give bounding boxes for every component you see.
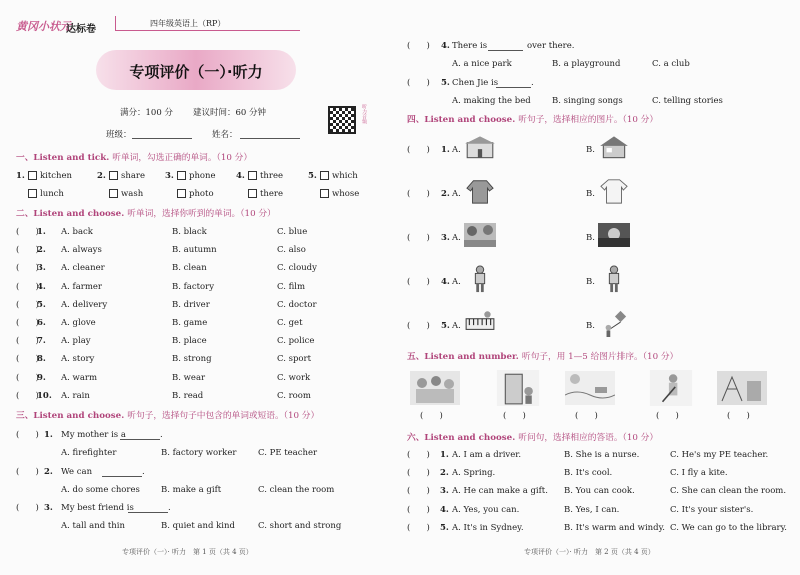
option-b: B. place (172, 336, 207, 347)
answer-bracket[interactable]: ( ) (16, 336, 39, 347)
item-number: 3. (440, 486, 449, 497)
tick-box[interactable] (109, 171, 118, 180)
option-c: C. telling stories (652, 95, 723, 106)
option-a: A. always (61, 245, 102, 256)
blank (496, 78, 531, 88)
answer-bracket[interactable]: ( ) (407, 321, 430, 331)
numbering-picture (717, 370, 767, 406)
item-number: 3. (165, 171, 174, 181)
word-option: there (260, 189, 284, 199)
answer-bracket[interactable]: ( ) (16, 466, 39, 477)
answer-bracket[interactable]: ( ) (407, 486, 430, 497)
item-number: 5. (441, 77, 450, 88)
question-text: There is (452, 41, 488, 51)
option-b: B. driver (172, 299, 210, 310)
question-text: My mother is a (61, 430, 126, 440)
answer-bracket[interactable]: ( ) (16, 390, 39, 401)
answer-bracket[interactable]: ( ) (407, 233, 430, 243)
part5-heading: 五、Listen and number. 听句子，用 1—5 给图片排序。（10 分） (407, 352, 679, 362)
item-number: 10. (37, 390, 52, 401)
option-b: B. clean (172, 263, 207, 274)
number-bracket[interactable]: ( ) (656, 411, 679, 421)
option-a: A. Yes, you can. (452, 504, 520, 515)
option-b-picture (598, 221, 630, 249)
answer-bracket[interactable]: ( ) (407, 277, 430, 287)
tick-box[interactable] (320, 171, 329, 180)
item-number: 2. (440, 468, 449, 479)
option-b-picture (598, 177, 630, 205)
option-c: C. It's your sister's. (670, 504, 754, 515)
option-c: C. short and strong (258, 521, 342, 531)
part3-heading: 三、Listen and choose. 听句子，选择句子中包含的单词或短语。（10 分） (16, 411, 320, 421)
word-option: photo (189, 189, 214, 199)
period: . (160, 430, 163, 440)
item-number: 1. (16, 171, 25, 181)
option-b-label: B. (586, 189, 595, 199)
answer-bracket[interactable]: ( ) (407, 145, 430, 155)
option-b: B. It's warm and windy. (564, 522, 665, 533)
answer-bracket[interactable]: ( ) (16, 372, 39, 383)
answer-bracket[interactable]: ( ) (16, 318, 39, 328)
answer-bracket[interactable]: ( ) (16, 503, 39, 513)
option-a: A. play (61, 336, 91, 347)
blank (488, 41, 523, 51)
option-a: A. warm (61, 372, 98, 383)
answer-bracket[interactable]: ( ) (407, 450, 430, 460)
option-a-picture (464, 133, 496, 161)
tick-box[interactable] (28, 189, 37, 198)
name-label: 姓名： (212, 130, 238, 140)
answer-bracket[interactable]: ( ) (407, 522, 430, 533)
item-number: 6. (37, 318, 46, 328)
item-number: 8. (37, 354, 46, 365)
option-b-label: B. (586, 321, 595, 331)
option-c: C. get (277, 318, 303, 328)
item-number: 2. (441, 189, 450, 199)
item-number: 5. (308, 171, 317, 181)
part6-heading: 六、Listen and choose. 听问句，选择相应的答语。（10 分） (407, 433, 659, 443)
option-c: C. police (277, 336, 315, 347)
option-c: C. He's my PE teacher. (670, 450, 769, 460)
option-a: A. Spring. (452, 468, 496, 479)
option-c: C. cloudy (277, 263, 317, 274)
item-number: 4. (37, 281, 46, 292)
qr-code (328, 106, 356, 134)
name-field[interactable] (240, 128, 300, 139)
question-text: over there. (527, 41, 575, 51)
option-b: B. wear (172, 372, 206, 383)
option-c: C. We can go to the library. (670, 522, 787, 533)
option-a-picture (464, 309, 496, 337)
item-number: 9. (37, 372, 46, 383)
option-a: A. back (61, 227, 93, 237)
option-b: B. She is a nurse. (564, 450, 640, 460)
answer-bracket[interactable]: ( ) (16, 354, 39, 365)
answer-bracket[interactable]: ( ) (407, 468, 430, 479)
word-option: phone (189, 171, 216, 181)
option-b: B. factory (172, 281, 215, 292)
tick-box[interactable] (109, 189, 118, 198)
option-b: B. a playground (552, 59, 621, 69)
item-number: 3. (44, 503, 53, 513)
class-label: 班级： (106, 130, 132, 140)
blank (120, 430, 160, 440)
option-b-picture (598, 265, 630, 293)
word-option: share (121, 171, 145, 181)
word-option: three (260, 171, 284, 181)
numbering-picture (410, 370, 460, 406)
word-option: kitchen (40, 171, 73, 181)
option-b-picture (598, 309, 630, 337)
item-number: 5. (440, 522, 449, 533)
option-c: C. film (277, 281, 306, 292)
brand-label: 达标卷 (66, 24, 96, 35)
answer-bracket[interactable]: ( ) (16, 430, 39, 440)
option-b: B. game (172, 318, 208, 328)
option-a: A. farmer (61, 281, 102, 292)
right-page (400, 0, 800, 575)
option-c: C. PE teacher (258, 448, 318, 458)
item-number: 3. (441, 233, 450, 243)
part2-heading: 二、Listen and choose. 听单词，选择你听到的单词。（10 分） (16, 209, 276, 219)
option-c: C. also (277, 245, 306, 256)
question-text: Chen Jie is (452, 77, 499, 88)
tick-box[interactable] (177, 189, 186, 198)
option-a: A. rain (61, 390, 90, 401)
part1-heading: 一、Listen and tick. 听单词，勾选正确的单词。（10 分） (16, 153, 253, 163)
number-bracket[interactable]: ( ) (727, 411, 750, 421)
option-c: C. I fly a kite. (670, 468, 728, 479)
period: . (531, 77, 534, 88)
option-c: C. She can clean the room. (670, 486, 787, 497)
answer-bracket[interactable]: ( ) (16, 263, 39, 274)
option-b-label: B. (586, 277, 595, 287)
option-a: A. glove (61, 318, 96, 328)
option-b: B. factory worker (161, 448, 237, 458)
tick-box[interactable] (248, 189, 257, 198)
answer-bracket[interactable]: ( ) (16, 227, 39, 237)
question-text: We can (61, 466, 93, 477)
option-b: B. singing songs (552, 95, 623, 106)
word-option: which (332, 171, 358, 181)
option-a-label: A. (452, 233, 461, 243)
option-b-label: B. (586, 145, 595, 155)
grade-tag: 四年级英语上（RP） (115, 16, 300, 31)
numbering-picture (646, 370, 696, 406)
tick-box[interactable] (177, 171, 186, 180)
item-number: 3. (37, 263, 46, 274)
option-b: B. Yes, I can. (564, 504, 620, 515)
class-field[interactable] (132, 128, 192, 139)
score-label: 满分：100 分 (120, 108, 173, 118)
option-c: C. a club (652, 59, 690, 69)
blank (102, 467, 142, 477)
option-b: B. black (172, 227, 207, 237)
number-bracket[interactable]: ( ) (575, 411, 598, 421)
answer-bracket[interactable]: ( ) (407, 41, 430, 51)
part4-heading: 四、Listen and choose. 听句子，选择相应的图片。（10 分） (407, 115, 659, 125)
option-b-picture (598, 133, 630, 161)
item-number: 1. (440, 450, 449, 460)
item-number: 4. (440, 504, 449, 515)
option-a-picture (464, 177, 496, 205)
item-number: 1. (44, 430, 53, 440)
item-number: 2. (37, 245, 46, 256)
option-a-picture (464, 221, 496, 249)
option-b: B. It's cool. (564, 468, 613, 479)
option-b: B. autumn (172, 245, 217, 256)
option-a: A. It's in Sydney. (452, 522, 524, 533)
answer-bracket[interactable]: ( ) (16, 299, 39, 310)
option-a: A. a nice park (452, 59, 512, 69)
question-text: My best friend is (61, 503, 134, 513)
option-a: A. tall and thin (61, 521, 125, 531)
answer-bracket[interactable]: ( ) (407, 77, 430, 88)
option-a: A. firefighter (61, 448, 117, 458)
number-bracket[interactable]: ( ) (420, 411, 443, 421)
answer-bracket[interactable]: ( ) (16, 245, 39, 256)
option-a: A. making the bed (452, 95, 531, 106)
option-c: C. work (277, 372, 311, 383)
item-number: 4. (441, 277, 450, 287)
option-b: B. quiet and kind (161, 521, 235, 531)
tick-box[interactable] (28, 171, 37, 180)
numbering-picture (565, 370, 615, 406)
qr-caption: 听力音频 (361, 104, 367, 124)
option-b: B. You can cook. (564, 486, 635, 497)
option-a-label: A. (452, 145, 461, 155)
answer-bracket[interactable]: ( ) (16, 281, 39, 292)
option-a: A. He can make a gift. (452, 486, 548, 497)
item-number: 2. (97, 171, 106, 181)
item-number: 5. (441, 321, 450, 331)
item-number: 1. (37, 227, 46, 237)
item-number: 4. (441, 41, 450, 51)
option-b-label: B. (586, 233, 595, 243)
period: . (142, 466, 145, 477)
word-option: wash (121, 189, 144, 199)
number-bracket[interactable]: ( ) (503, 411, 526, 421)
footer-right: 专项评价（一）· 听力 第 2 页（共 4 页） (524, 548, 655, 556)
option-c: C. blue (277, 227, 308, 237)
option-c: C. room (277, 390, 311, 401)
option-b: B. make a gift (161, 484, 222, 495)
word-option: whose (332, 189, 360, 199)
answer-bracket[interactable]: ( ) (407, 189, 430, 199)
footer-left: 专项评价（一）· 听力 第 1 页（共 4 页） (122, 548, 253, 556)
logo: 黄冈小状元 (16, 20, 71, 33)
option-b: B. read (172, 390, 204, 401)
tick-box[interactable] (320, 189, 329, 198)
option-b: B. strong (172, 354, 212, 365)
period: . (168, 503, 171, 513)
item-number: 5. (37, 299, 46, 310)
page-title: 专项评价（一）·听力 (129, 63, 263, 81)
item-number: 7. (37, 336, 46, 347)
option-a: A. do some chores (61, 484, 140, 495)
option-a-label: A. (452, 189, 461, 199)
option-a: A. I am a driver. (452, 450, 522, 460)
numbering-picture (493, 370, 543, 406)
answer-bracket[interactable]: ( ) (407, 504, 430, 515)
option-a: A. delivery (61, 299, 108, 310)
option-c: C. clean the room (258, 484, 335, 495)
option-a: A. cleaner (61, 263, 105, 274)
option-a-label: A. (452, 277, 461, 287)
item-number: 1. (441, 145, 450, 155)
option-c: C. sport (277, 354, 312, 365)
option-a: A. story (61, 354, 95, 365)
option-a-picture (464, 265, 496, 293)
item-number: 2. (44, 466, 53, 477)
option-c: C. doctor (277, 299, 317, 310)
item-number: 4. (236, 171, 245, 181)
blank (128, 503, 168, 513)
time-label: 建议时间：60 分钟 (193, 108, 267, 118)
tick-box[interactable] (248, 171, 257, 180)
option-a-label: A. (452, 321, 461, 331)
word-option: lunch (40, 189, 64, 199)
